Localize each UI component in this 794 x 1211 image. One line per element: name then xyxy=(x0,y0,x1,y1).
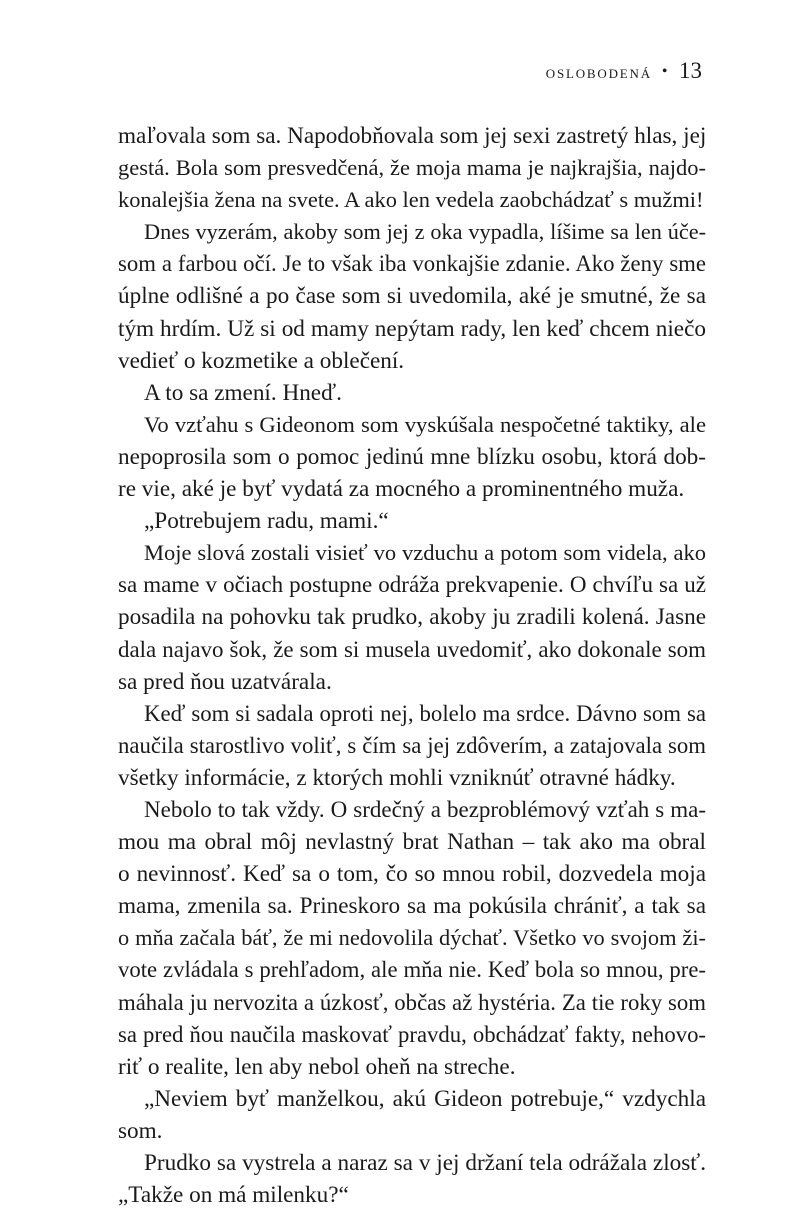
text-line: „Potrebujem radu, mami.“ xyxy=(144,508,389,535)
text-line: Nebolo to tak vždy. O srdečný a bezproblémový vzťah s ma- xyxy=(144,796,706,822)
text-line: sa mame v očiach postupne odráža prekvapenie. O chvíľu sa už xyxy=(118,572,706,598)
text-line: posadila na pohovku tak prudko, akoby ju zradili kolená. Jasne xyxy=(118,604,706,631)
text-line: vote zvládala s prehľadom, ale mňa nie. Keď bola so mnou, pre- xyxy=(118,957,706,983)
text-line: Prudko sa vystrela a naraz sa v jej držaní tela odrážala zlosť. xyxy=(144,1150,706,1176)
text-line: Vo vzťahu s Gideonom som vyskúšala nespočetné taktiky, ale xyxy=(144,411,706,437)
text-line: A to sa zmení. Hneď. xyxy=(144,379,342,406)
text-line: sa pred ňou uzatvárala. xyxy=(118,668,332,695)
text-line: konalejšia žena na svete. A ako len vedela zaobchádzať s mužmi! xyxy=(118,187,704,213)
text-line: Keď som si sadala oproti nej, bolelo ma srdce. Dávno som sa xyxy=(144,700,706,726)
text-line: Dnes vyzerám, akoby som jej z oka vypadla, líšime sa len úče- xyxy=(144,219,706,245)
text-line: maľovala som sa. Napodobňovala som jej sexi zastretý hlas, jej xyxy=(118,123,707,149)
text-line: o mňa začala báť, že mi nedovolila dýchať. Všetko vo svojom ži- xyxy=(118,925,706,951)
text-line: nepoprosila som o pomoc jedinú mne blízku osobu, ktorá dob- xyxy=(118,443,706,470)
text-line: sa pred ňou naučila maskovať pravdu, obchádzať fakty, nehovo- xyxy=(118,1021,706,1047)
text-line: Moje slová zostali visieť vo vzduchu a potom som videla, ako xyxy=(144,540,706,566)
text-line: re vie, aké je byť vydatá za mocného a prominentného muža. xyxy=(118,476,685,503)
text-line: mou ma obral môj nevlastný brat Nathan – tak ako ma obral xyxy=(118,829,706,856)
text-line: vedieť o kozmetike a oblečení. xyxy=(118,347,405,374)
text-line: „Takže on má milenku?“ xyxy=(118,1182,349,1209)
text-line: „Neviem byť manželkou, akú Gideon potrebuje,“ vzdychla xyxy=(144,1085,706,1112)
text-line: som a farbou očí. Je to však iba vonkajšie zdanie. Ako ženy sme xyxy=(118,251,706,277)
body-text xyxy=(118,120,706,1211)
header-separator: • xyxy=(661,63,669,80)
text-line: gestá. Bola som presvedčená, že moja mama je najkrajšia, najdo- xyxy=(118,155,706,181)
text-line: mama, zmenila sa. Prineskoro sa ma pokúsila chrániť, a tak sa xyxy=(118,893,706,920)
running-header xyxy=(546,58,702,84)
text-line: dala najavo šok, že som si musela uvedomiť, ako dokonale som xyxy=(118,636,706,662)
text-line: máhala ju nervozita a úzkosť, občas až hystéria. Za tie roky som xyxy=(118,989,706,1015)
text-line: riť o realite, len aby nebol oheň na streche. xyxy=(118,1053,516,1080)
text-line: všetky informácie, z ktorých mohli vzniknúť otravné hádky. xyxy=(118,764,676,791)
text-line: tým hrdím. Už si od mamy nepýtam rady, len keď chcem niečo xyxy=(118,315,706,342)
book-title: oslobodená xyxy=(545,62,652,83)
text-line: som. xyxy=(118,1117,163,1144)
text-line: úplne odlišné a po čase som si uvedomila, aké je smutné, že sa xyxy=(118,283,706,310)
text-line: o nevinnosť. Keď sa o tom, čo so mnou robil, dozvedela moja xyxy=(118,861,706,888)
page-number: 13 xyxy=(679,58,702,83)
text-line: naučila starostlivo voliť, s čím sa jej zdôverím, a zatajovala som xyxy=(118,732,706,758)
